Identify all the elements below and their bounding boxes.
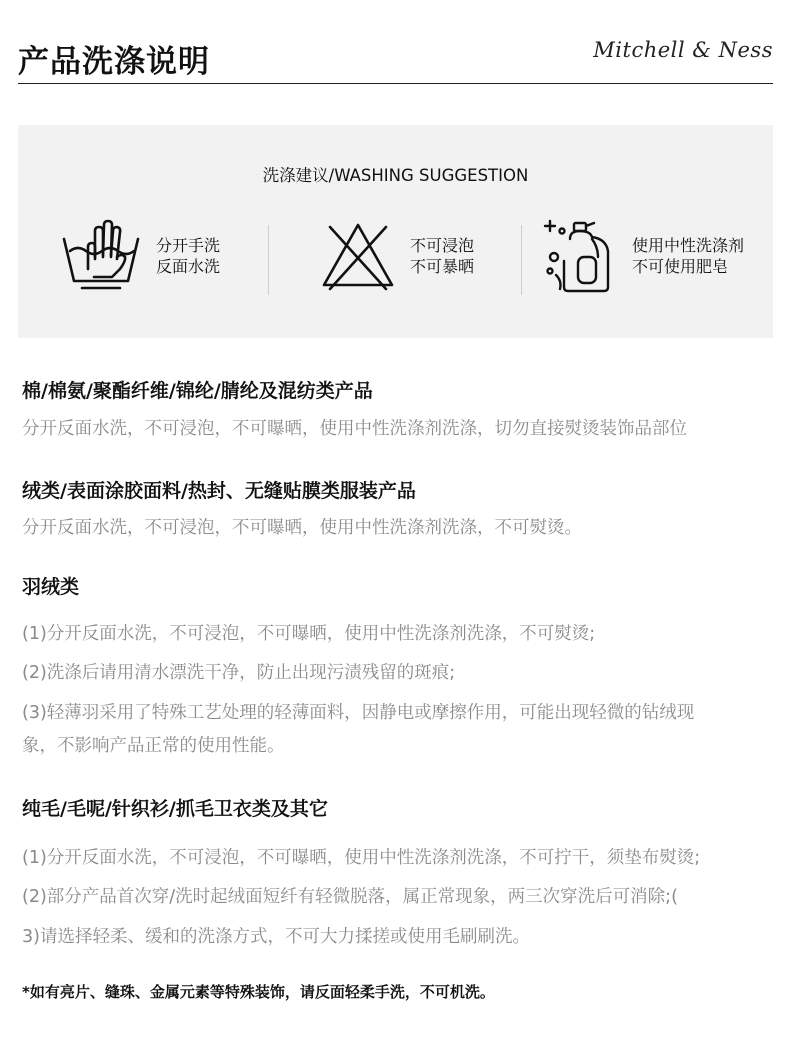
section-text-line: (1)分开反面水洗，不可浸泡，不可曝晒，使用中性洗涤剂洗涤，不可熨烫; bbox=[22, 624, 596, 644]
no-soak-no-sun-icon bbox=[320, 217, 396, 295]
divider bbox=[521, 225, 522, 295]
care-item-hand-wash bbox=[60, 217, 220, 295]
mild-detergent-icon bbox=[542, 217, 618, 295]
care-line-2: 不可使用肥皂 bbox=[632, 257, 729, 276]
care-text-detergent bbox=[632, 235, 744, 277]
section-text-line: 分开反面水洗，不可浸泡，不可曝晒，使用中性洗涤剂洗涤，不可熨烫。 bbox=[22, 518, 582, 538]
section-heading-cotton: 棉/棉氨/聚酯纤维/锦纶/腈纶及混纺类产品 bbox=[22, 380, 373, 402]
section-text-line: (1)分开反面水洗，不可浸泡，不可曝晒，使用中性洗涤剂洗涤，不可拧干，须垫布熨烫; bbox=[22, 848, 701, 868]
brand-logo: Mitchell & Ness bbox=[593, 38, 773, 62]
care-line-1: 不可浸泡 bbox=[410, 236, 475, 255]
care-item-detergent bbox=[542, 217, 744, 295]
section-text-line: 象，不影响产品正常的使用性能。 bbox=[22, 736, 285, 756]
page-title: 产品洗涤说明 bbox=[18, 44, 210, 80]
divider bbox=[268, 225, 269, 295]
care-text-hand-wash bbox=[156, 235, 220, 277]
footnote: *如有亮片、缝珠、金属元素等特殊装饰，请反面轻柔手洗，不可机洗。 bbox=[22, 983, 495, 1001]
section-text-line: (3)轻薄羽采用了特殊工艺处理的轻薄面料，因静电或摩擦作用，可能出现轻微的钻绒现 bbox=[22, 703, 695, 723]
care-line-1: 分开手洗 bbox=[156, 236, 221, 255]
page-header bbox=[18, 34, 773, 84]
care-line-2: 反面水洗 bbox=[156, 257, 221, 276]
section-text-line: 3)请选择轻柔、缓和的洗涤方式，不可大力揉搓或使用毛刷刷洗。 bbox=[22, 927, 530, 947]
care-text-no-soak bbox=[410, 235, 474, 277]
section-heading-down: 羽绒类 bbox=[22, 576, 80, 598]
washing-suggestion-panel bbox=[18, 125, 773, 338]
section-text-line: (2)部分产品首次穿/洗时起绒面短纤有轻微脱落，属正常现象，两三次穿洗后可消除;( bbox=[22, 887, 678, 907]
section-text-line: (2)洗涤后请用清水漂洗干净，防止出现污渍残留的斑痕; bbox=[22, 663, 456, 683]
care-line-1: 使用中性洗涤剂 bbox=[632, 236, 745, 255]
section-text-line: 分开反面水洗，不可浸泡，不可曝晒，使用中性洗涤剂洗涤，切勿直接熨烫装饰品部位 bbox=[22, 419, 687, 439]
washing-suggestion-title: 洗涤建议/WASHING SUGGESTION bbox=[262, 166, 529, 185]
care-line-2: 不可暴晒 bbox=[410, 257, 475, 276]
section-heading-wool: 纯毛/毛呢/针织衫/抓毛卫衣类及其它 bbox=[22, 798, 328, 820]
hand-wash-icon bbox=[60, 217, 142, 295]
section-heading-fleece: 绒类/表面涂胶面料/热封、无缝贴膜类服装产品 bbox=[22, 480, 416, 502]
care-item-no-soak bbox=[320, 217, 474, 295]
